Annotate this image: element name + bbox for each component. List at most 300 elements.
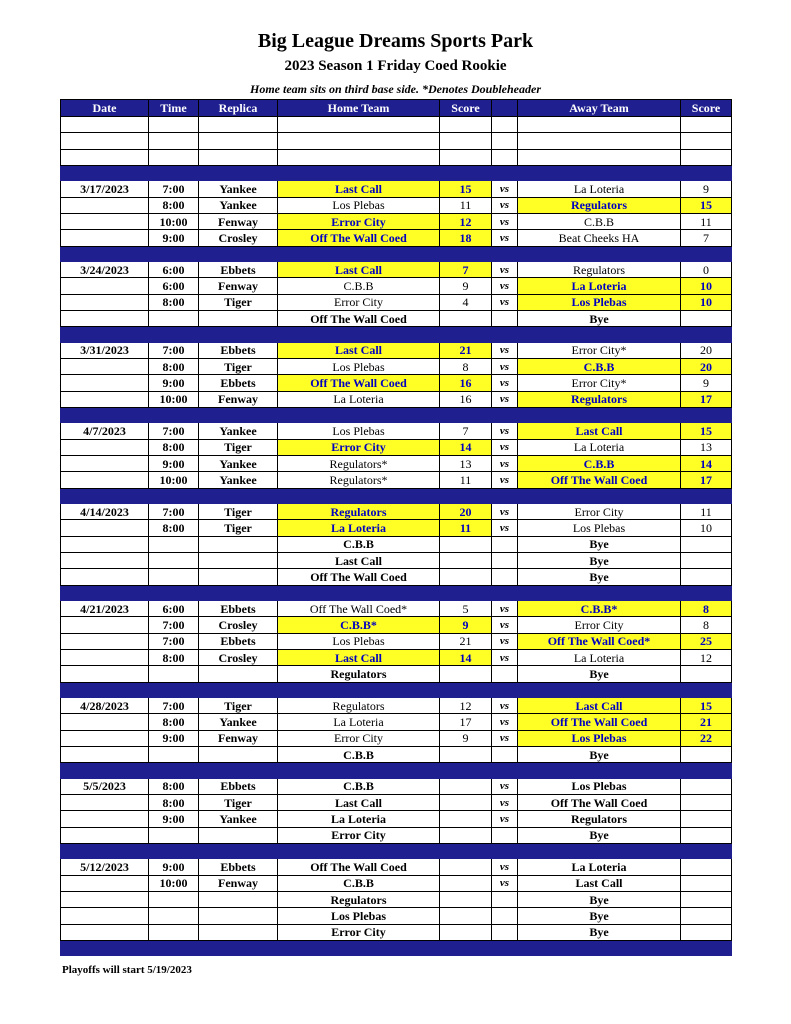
vs-cell: vs [492,359,518,375]
empty-cell [149,407,199,423]
vs-cell: vs [492,278,518,294]
game-row [61,924,732,940]
date-cell [61,310,149,326]
empty-cell [149,246,199,262]
time-cell: 7:00 [149,504,199,520]
home-team-cell: La Loteria [278,391,440,407]
replica-cell: Fenway [199,278,278,294]
time-cell: 9:00 [149,730,199,746]
empty-cell [149,117,199,133]
empty-cell [492,843,518,859]
home-team-cell: C.B.B [278,778,440,794]
home-score-cell: 7 [440,423,492,439]
empty-cell [199,117,278,133]
home-score-cell [440,666,492,682]
empty-cell [440,585,492,601]
game-row [61,391,732,407]
time-cell [149,924,199,940]
time-cell: 8:00 [149,520,199,536]
away-team-cell: Los Plebas [518,294,681,310]
time-cell: 9:00 [149,456,199,472]
time-cell: 7:00 [149,181,199,197]
replica-cell [199,536,278,552]
away-team-cell: La Loteria [518,181,681,197]
away-team-cell: C.B.B [518,213,681,229]
empty-cell [440,133,492,149]
home-team-cell: Los Plebas [278,908,440,924]
vs-cell: vs [492,181,518,197]
replica-cell: Ebbets [199,859,278,875]
time-cell: 8:00 [149,197,199,213]
replica-cell: Tiger [199,504,278,520]
home-score-cell [440,553,492,569]
empty-cell [149,488,199,504]
empty-cell [440,327,492,343]
away-team-cell: Bye [518,536,681,552]
vs-cell [492,310,518,326]
away-team-cell: C.B.B [518,456,681,472]
game-row [61,601,732,617]
empty-cell [149,843,199,859]
game-row [61,359,732,375]
away-team-cell: Los Plebas [518,778,681,794]
home-team-cell: La Loteria [278,811,440,827]
home-team-cell: Regulators [278,504,440,520]
blank-row [61,149,732,165]
away-score-cell [681,310,732,326]
vs-cell: vs [492,456,518,472]
replica-cell [199,924,278,940]
empty-cell [440,682,492,698]
empty-cell [199,682,278,698]
vs-cell: vs [492,230,518,246]
empty-cell [199,488,278,504]
away-score-cell: 20 [681,342,732,358]
empty-cell [681,843,732,859]
vs-cell: vs [492,617,518,633]
empty-cell [518,940,681,956]
empty-cell [61,246,149,262]
empty-cell [440,117,492,133]
separator-row [61,246,732,262]
empty-cell [518,117,681,133]
away-team-cell: Bye [518,892,681,908]
empty-cell [61,763,149,779]
replica-cell: Yankee [199,197,278,213]
game-row [61,504,732,520]
empty-cell [518,488,681,504]
time-cell: 6:00 [149,262,199,278]
home-score-cell: 21 [440,342,492,358]
replica-cell: Ebbets [199,778,278,794]
away-score-cell: 12 [681,650,732,666]
game-row [61,569,732,585]
separator-row [61,940,732,956]
replica-cell: Crosley [199,230,278,246]
home-team-cell: Off The Wall Coed [278,310,440,326]
home-score-cell: 20 [440,504,492,520]
home-score-cell [440,875,492,891]
vs-cell: vs [492,375,518,391]
home-team-cell: La Loteria [278,714,440,730]
replica-cell: Tiger [199,439,278,455]
empty-cell [199,407,278,423]
date-cell [61,714,149,730]
date-cell [61,359,149,375]
home-team-cell: Last Call [278,650,440,666]
empty-cell [61,165,149,181]
col-vs [492,100,518,117]
away-score-cell: 10 [681,520,732,536]
time-cell [149,310,199,326]
empty-cell [61,133,149,149]
date-cell [61,520,149,536]
away-score-cell: 17 [681,472,732,488]
game-row [61,892,732,908]
home-score-cell: 12 [440,213,492,229]
date-cell [61,875,149,891]
time-cell: 8:00 [149,439,199,455]
col-time: Time [149,100,199,117]
date-cell [61,213,149,229]
empty-cell [492,585,518,601]
home-score-cell: 9 [440,730,492,746]
empty-cell [61,149,149,165]
game-row [61,230,732,246]
home-team-cell: Last Call [278,553,440,569]
game-row [61,181,732,197]
empty-cell [278,246,440,262]
game-row [61,795,732,811]
game-row [61,536,732,552]
away-score-cell: 10 [681,294,732,310]
time-cell: 8:00 [149,714,199,730]
away-score-cell: 11 [681,504,732,520]
empty-cell [492,133,518,149]
time-cell: 8:00 [149,778,199,794]
game-row [61,778,732,794]
date-cell [61,536,149,552]
vs-cell: vs [492,423,518,439]
replica-cell [199,827,278,843]
away-score-cell: 0 [681,262,732,278]
time-cell [149,553,199,569]
home-score-cell: 16 [440,375,492,391]
away-score-cell [681,553,732,569]
replica-cell: Fenway [199,730,278,746]
empty-cell [199,133,278,149]
vs-cell: vs [492,262,518,278]
game-row [61,859,732,875]
time-cell: 10:00 [149,391,199,407]
away-score-cell: 22 [681,730,732,746]
empty-cell [149,165,199,181]
game-row [61,439,732,455]
home-score-cell: 17 [440,714,492,730]
away-score-cell [681,569,732,585]
home-team-cell: C.B.B [278,536,440,552]
date-cell: 3/17/2023 [61,181,149,197]
replica-cell: Ebbets [199,262,278,278]
away-score-cell [681,924,732,940]
vs-cell: vs [492,472,518,488]
vs-cell: vs [492,213,518,229]
home-score-cell [440,827,492,843]
away-team-cell: Last Call [518,698,681,714]
replica-cell [199,569,278,585]
vs-cell [492,892,518,908]
empty-cell [440,940,492,956]
empty-cell [61,407,149,423]
empty-cell [149,149,199,165]
empty-cell [440,763,492,779]
replica-cell: Yankee [199,714,278,730]
game-row [61,811,732,827]
page-note: Home team sits on third base side. *Denotes Doubleheader [250,82,541,96]
home-score-cell: 18 [440,230,492,246]
date-cell [61,439,149,455]
game-row [61,875,732,891]
empty-cell [278,327,440,343]
replica-cell [199,908,278,924]
home-score-cell [440,747,492,763]
home-team-cell: C.B.B [278,875,440,891]
away-team-cell: Error City* [518,342,681,358]
empty-cell [681,407,732,423]
home-score-cell [440,924,492,940]
replica-cell: Yankee [199,811,278,827]
vs-cell: vs [492,520,518,536]
replica-cell: Tiger [199,359,278,375]
away-score-cell [681,747,732,763]
home-team-cell: Los Plebas [278,423,440,439]
empty-cell [278,940,440,956]
empty-cell [681,488,732,504]
game-row [61,213,732,229]
home-score-cell: 4 [440,294,492,310]
game-row [61,520,732,536]
empty-cell [278,763,440,779]
replica-cell: Ebbets [199,342,278,358]
game-row [61,310,732,326]
col-away-team: Away Team [518,100,681,117]
home-team-cell: Regulators* [278,472,440,488]
game-row [61,698,732,714]
game-row [61,730,732,746]
vs-cell [492,827,518,843]
empty-cell [278,133,440,149]
home-score-cell [440,569,492,585]
away-team-cell: Error City* [518,375,681,391]
away-team-cell: Regulators [518,262,681,278]
empty-cell [199,585,278,601]
game-row [61,456,732,472]
home-score-cell: 15 [440,181,492,197]
away-team-cell: Los Plebas [518,520,681,536]
schedule-table [60,99,732,956]
away-score-cell: 10 [681,278,732,294]
date-cell: 3/31/2023 [61,342,149,358]
vs-cell: vs [492,504,518,520]
replica-cell [199,892,278,908]
empty-cell [492,165,518,181]
vs-cell [492,747,518,763]
date-cell: 4/7/2023 [61,423,149,439]
home-team-cell: Regulators [278,666,440,682]
away-score-cell: 21 [681,714,732,730]
time-cell: 8:00 [149,294,199,310]
vs-cell: vs [492,811,518,827]
away-score-cell: 15 [681,698,732,714]
game-row [61,423,732,439]
empty-cell [199,246,278,262]
date-cell [61,569,149,585]
away-team-cell: Bye [518,908,681,924]
vs-cell: vs [492,439,518,455]
empty-cell [518,682,681,698]
away-score-cell [681,795,732,811]
home-team-cell: La Loteria [278,520,440,536]
empty-cell [61,327,149,343]
vs-cell [492,666,518,682]
time-cell: 9:00 [149,859,199,875]
home-team-cell: Error City [278,924,440,940]
vs-cell [492,536,518,552]
empty-cell [278,149,440,165]
away-team-cell: Regulators [518,197,681,213]
time-cell: 6:00 [149,278,199,294]
game-row [61,633,732,649]
separator-row [61,682,732,698]
empty-cell [492,149,518,165]
home-score-cell [440,908,492,924]
home-score-cell: 21 [440,633,492,649]
home-team-cell: Regulators* [278,456,440,472]
home-score-cell: 11 [440,520,492,536]
time-cell: 10:00 [149,472,199,488]
home-score-cell [440,859,492,875]
home-team-cell: Last Call [278,342,440,358]
empty-cell [199,940,278,956]
empty-cell [492,488,518,504]
home-score-cell: 11 [440,472,492,488]
game-row [61,714,732,730]
away-team-cell: La Loteria [518,439,681,455]
vs-cell [492,553,518,569]
date-cell [61,375,149,391]
replica-cell: Tiger [199,795,278,811]
empty-cell [278,407,440,423]
game-row [61,617,732,633]
empty-cell [149,585,199,601]
separator-row [61,843,732,859]
blank-row [61,117,732,133]
date-cell [61,924,149,940]
replica-cell: Ebbets [199,375,278,391]
empty-cell [518,133,681,149]
home-score-cell: 12 [440,698,492,714]
separator-row [61,165,732,181]
away-team-cell: Los Plebas [518,730,681,746]
col-home-team: Home Team [278,100,440,117]
time-cell: 7:00 [149,342,199,358]
home-score-cell [440,310,492,326]
page-title: Big League Dreams Sports Park [257,30,534,52]
vs-cell: vs [492,601,518,617]
away-team-cell: Off The Wall Coed [518,714,681,730]
empty-cell [492,763,518,779]
empty-cell [518,843,681,859]
date-cell [61,617,149,633]
schedule-body [61,117,732,956]
replica-cell [199,747,278,763]
game-row [61,666,732,682]
vs-cell: vs [492,714,518,730]
empty-cell [199,843,278,859]
date-cell [61,294,149,310]
away-team-cell: Off The Wall Coed* [518,633,681,649]
empty-cell [681,682,732,698]
separator-row [61,763,732,779]
empty-cell [518,165,681,181]
time-cell: 7:00 [149,698,199,714]
time-cell: 8:00 [149,650,199,666]
away-team-cell: C.B.B [518,359,681,375]
replica-cell [199,553,278,569]
date-cell [61,666,149,682]
time-cell: 10:00 [149,213,199,229]
date-cell: 4/14/2023 [61,504,149,520]
game-row [61,827,732,843]
home-team-cell: Last Call [278,795,440,811]
away-team-cell: Regulators [518,811,681,827]
away-team-cell: Bye [518,569,681,585]
replica-cell: Tiger [199,294,278,310]
home-team-cell: Off The Wall Coed [278,375,440,391]
empty-cell [278,165,440,181]
home-team-cell: Regulators [278,892,440,908]
away-team-cell: Off The Wall Coed [518,472,681,488]
time-cell: 9:00 [149,811,199,827]
empty-cell [61,940,149,956]
home-score-cell: 14 [440,650,492,666]
away-score-cell: 25 [681,633,732,649]
date-cell [61,456,149,472]
away-team-cell: Off The Wall Coed [518,795,681,811]
empty-cell [518,327,681,343]
away-score-cell: 11 [681,213,732,229]
game-row [61,472,732,488]
home-team-cell: Los Plebas [278,633,440,649]
separator-row [61,327,732,343]
date-cell: 5/5/2023 [61,778,149,794]
vs-cell: vs [492,650,518,666]
time-cell [149,666,199,682]
away-score-cell: 9 [681,181,732,197]
date-cell [61,472,149,488]
empty-cell [681,117,732,133]
away-team-cell: Bye [518,666,681,682]
game-row [61,747,732,763]
footer-note: Playoffs will start 5/19/2023 [62,964,192,976]
empty-cell [440,488,492,504]
home-team-cell: Regulators [278,698,440,714]
vs-cell: vs [492,859,518,875]
col-away-score: Score [681,100,732,117]
replica-cell: Crosley [199,617,278,633]
separator-row [61,585,732,601]
home-team-cell: Off The Wall Coed [278,859,440,875]
